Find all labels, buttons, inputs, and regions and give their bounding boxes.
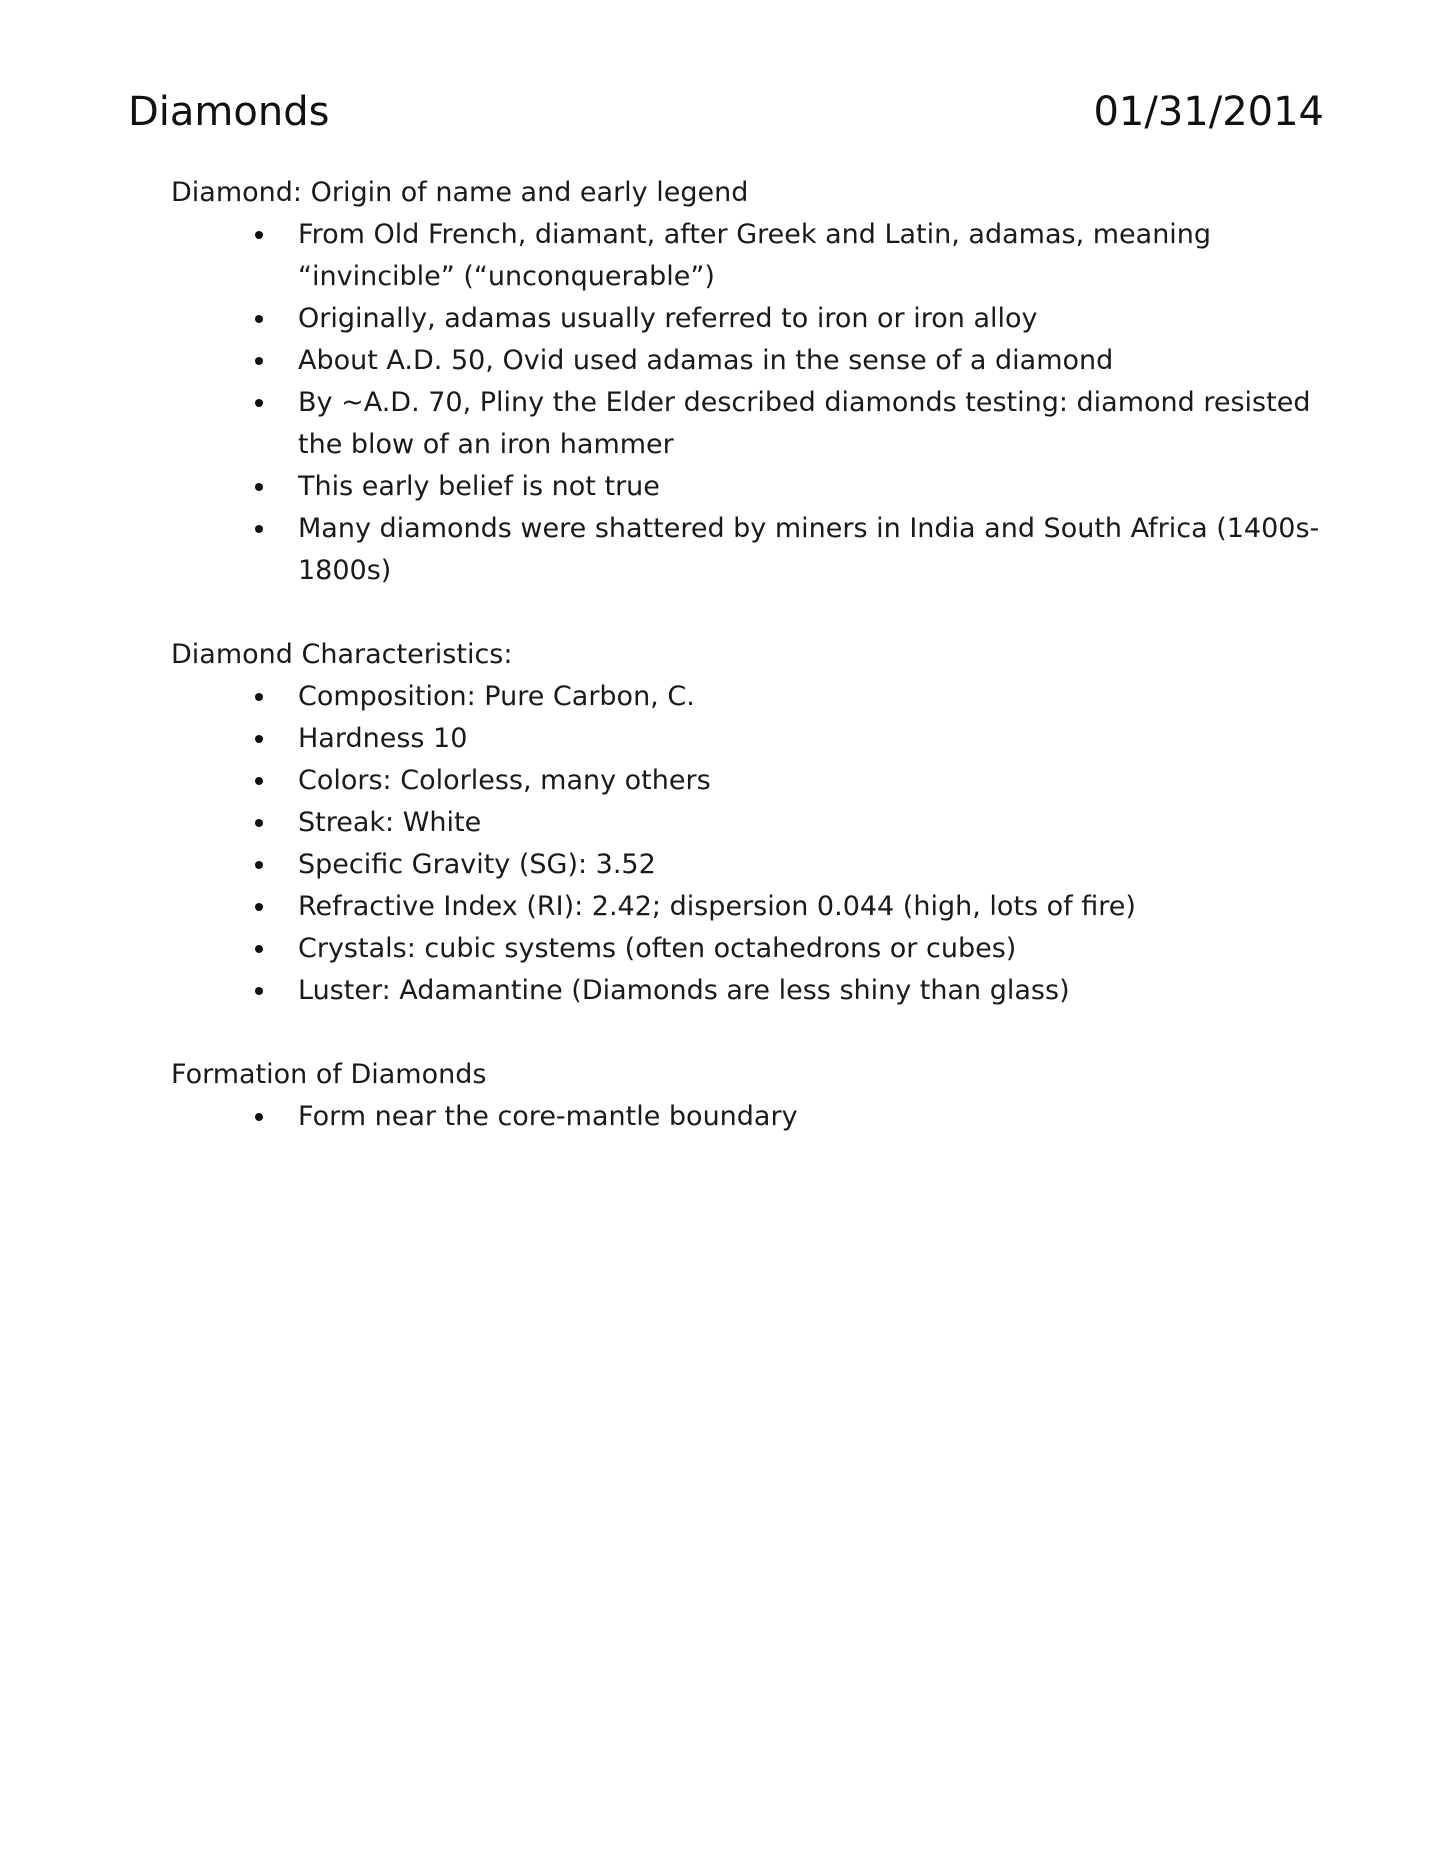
list-item-text: Hardness 10 [298,723,468,754]
section-formation [171,1054,1291,1138]
list-item-text: This early belief is not true [298,471,660,502]
list-item-text: About A.D. 50, Ovid used adamas in the sense of a diamond [298,345,1114,376]
bullet-icon [255,735,263,743]
list-item-text: Specific Gravity (SG): 3.52 [298,849,656,880]
list-item-text: Many diamonds were shattered by miners in India and South Africa (1400s-1800s) [298,513,1320,586]
bullet-list [171,1096,1291,1138]
list-item [171,466,1321,508]
bullet-icon [255,399,263,407]
section-heading: Formation of Diamonds [171,1059,487,1090]
list-item [171,298,1321,340]
list-item [171,340,1321,382]
list-item-text: Luster: Adamantine (Diamonds are less shiny than glass) [298,975,1070,1006]
bullet-icon [255,693,263,701]
list-item-text: Colors: Colorless, many others [298,765,711,796]
list-item [171,718,1321,760]
list-item-text: By ~A.D. 70, Pliny the Elder described diamonds testing: diamond resisted the blow of an iron hammer [298,387,1311,460]
section-heading: Diamond Characteristics: [171,639,513,670]
list-item [171,928,1321,970]
bullet-icon [255,777,263,785]
document-title: Diamonds [128,89,330,135]
bullet-icon [255,525,263,533]
bullet-list [171,214,1320,592]
list-item-text: Streak: White [298,807,482,838]
bullet-icon [255,861,263,869]
list-item-text: From Old French, diamant, after Greek and Latin, adamas, meaning “invincible” (“unconquerable”) [298,219,1212,292]
list-item [171,508,1321,592]
list-item [171,886,1321,928]
section-heading: Diamond: Origin of name and early legend [171,177,749,208]
list-item [171,760,1321,802]
bullet-icon [255,357,263,365]
bullet-icon [255,819,263,827]
document-date: 01/31/2014 [1093,89,1324,135]
list-item [171,844,1321,886]
document-header [128,84,1324,140]
bullet-icon [255,945,263,953]
list-item [171,676,1321,718]
bullet-list [171,676,1291,1012]
list-item-text: Crystals: cubic systems (often octahedrons or cubes) [298,933,1017,964]
list-item-text: Refractive Index (RI): 2.42; dispersion 0.044 (high, lots of fire) [298,891,1136,922]
list-item [171,214,1321,298]
section-characteristics [171,634,1291,1012]
list-item [171,382,1321,466]
bullet-icon [255,903,263,911]
list-item [171,802,1321,844]
bullet-icon [255,315,263,323]
bullet-icon [255,483,263,491]
list-item-text: Form near the core-mantle boundary [298,1101,798,1132]
document-body [171,172,1320,1180]
bullet-icon [255,231,263,239]
list-item [171,1096,1321,1138]
list-item [171,970,1321,1012]
section-origin [171,172,1320,592]
list-item-text: Composition: Pure Carbon, C. [298,681,695,712]
list-item-text: Originally, adamas usually referred to iron or iron alloy [298,303,1038,334]
bullet-icon [255,987,263,995]
bullet-icon [255,1113,263,1121]
